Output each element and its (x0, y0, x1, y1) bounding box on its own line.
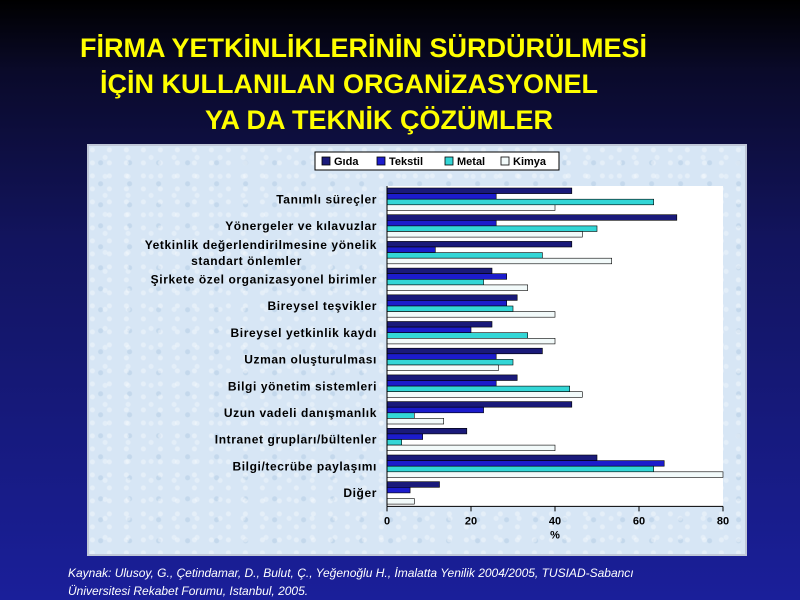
bar-kimya-9 (387, 445, 555, 451)
source-line-2: Üniversitesi Rekabet Forumu, Istanbul, 2005. (68, 584, 309, 598)
x-tick-label: 80 (716, 515, 730, 528)
source-line-1: Kaynak: Ulusoy, G., Çetindamar, D., Bulut, Ç., Yeğenoğlu H., İmalatta Yenilik 2004/2005, TUSIAD-Sabancı (68, 566, 634, 580)
legend-label-kimya: Kimya (513, 156, 547, 168)
bar-tekstil-6 (387, 354, 496, 360)
bar-kimya-1 (387, 232, 582, 238)
bar-kimya-10 (387, 472, 723, 478)
bar-metal-5 (387, 333, 528, 339)
legend-label-gıda: Gıda (334, 156, 359, 168)
bar-gıda-6 (387, 348, 542, 354)
legend-label-metal: Metal (457, 156, 486, 168)
bar-gıda-10 (387, 455, 597, 461)
bar-metal-4 (387, 306, 513, 312)
category-label: Intranet grupları/bültenler (214, 432, 377, 447)
bar-gıda-3 (387, 268, 492, 274)
bar-tekstil-3 (387, 274, 507, 280)
bar-metal-8 (387, 413, 414, 419)
bar-metal-1 (387, 226, 597, 232)
category-label-line: standart önlemler (191, 253, 302, 268)
bar-tekstil-8 (387, 407, 484, 413)
category-label-line: Yetkinlik değerlendirilmesine yönelik (144, 237, 377, 252)
bar-metal-6 (387, 359, 513, 365)
legend-swatch-kimya (501, 157, 509, 165)
bar-metal-3 (387, 279, 484, 285)
category-label: Uzman oluşturulması (244, 352, 377, 367)
category-label: Uzun vadeli danışmanlık (223, 405, 377, 420)
bar-gıda-11 (387, 482, 440, 488)
bar-kimya-5 (387, 338, 555, 344)
bar-kimya-11 (387, 499, 414, 505)
bar-metal-0 (387, 199, 654, 205)
bar-gıda-4 (387, 295, 517, 301)
bar-tekstil-0 (387, 194, 496, 200)
bar-gıda-0 (387, 188, 572, 194)
category-label: Bireysel yetkinlik kaydı (230, 325, 377, 340)
category-label: Yönergeler ve kılavuzlar (225, 219, 377, 234)
bar-metal-7 (387, 386, 570, 392)
bar-kimya-0 (387, 205, 555, 211)
bar-gıda-1 (387, 215, 677, 221)
legend-swatch-tekstil (377, 157, 385, 165)
bar-tekstil-9 (387, 434, 423, 440)
bar-metal-2 (387, 253, 542, 259)
slide-title (0, 30, 800, 138)
bar-tekstil-10 (387, 461, 664, 467)
title-line-1: FİRMA YETKİNLİKLERİNİN SÜRDÜRÜLMESİ (80, 33, 647, 63)
category-label: Bilgi yönetim sistemleri (227, 379, 377, 394)
bar-kimya-4 (387, 312, 555, 318)
bar-tekstil-5 (387, 327, 471, 333)
x-axis-label: % (550, 529, 560, 542)
x-tick-label: 60 (632, 515, 646, 528)
bar-metal-9 (387, 440, 402, 446)
source-citation (68, 564, 788, 600)
legend-swatch-gıda (322, 157, 330, 165)
bar-tekstil-7 (387, 381, 496, 387)
bar-gıda-8 (387, 402, 572, 408)
bar-gıda-7 (387, 375, 517, 381)
x-tick-label: 0 (383, 515, 391, 528)
category-label: Bireysel teşvikler (267, 299, 377, 314)
legend-swatch-metal (445, 157, 453, 165)
bar-tekstil-11 (387, 487, 410, 493)
title-line-3: YA DA TEKNİK ÇÖZÜMLER (205, 105, 554, 135)
bar-gıda-9 (387, 428, 467, 434)
legend-label-tekstil: Tekstil (389, 156, 424, 168)
bar-kimya-6 (387, 365, 498, 371)
category-label (145, 238, 377, 268)
category-label: Diğer (343, 486, 377, 501)
category-label: Bilgi/tecrübe paylaşımı (232, 459, 377, 474)
bar-kimya-8 (387, 418, 444, 424)
bar-gıda-5 (387, 322, 492, 328)
bar-kimya-7 (387, 392, 582, 398)
x-tick-label: 20 (464, 515, 478, 528)
category-label: Tanımlı süreçler (276, 192, 377, 207)
bar-chart (89, 146, 745, 554)
bar-kimya-3 (387, 285, 528, 291)
bar-tekstil-2 (387, 247, 435, 253)
bar-kimya-2 (387, 258, 612, 264)
bar-tekstil-4 (387, 300, 507, 306)
title-line-2: İÇİN KULLANILAN ORGANİZASYONEL (100, 69, 598, 99)
x-tick-label: 40 (548, 515, 562, 528)
chart-panel (87, 144, 747, 556)
bar-gıda-2 (387, 241, 572, 247)
bar-tekstil-1 (387, 220, 496, 226)
bar-metal-10 (387, 466, 654, 472)
category-label: Şirkete özel organizasyonel birimler (150, 272, 377, 287)
